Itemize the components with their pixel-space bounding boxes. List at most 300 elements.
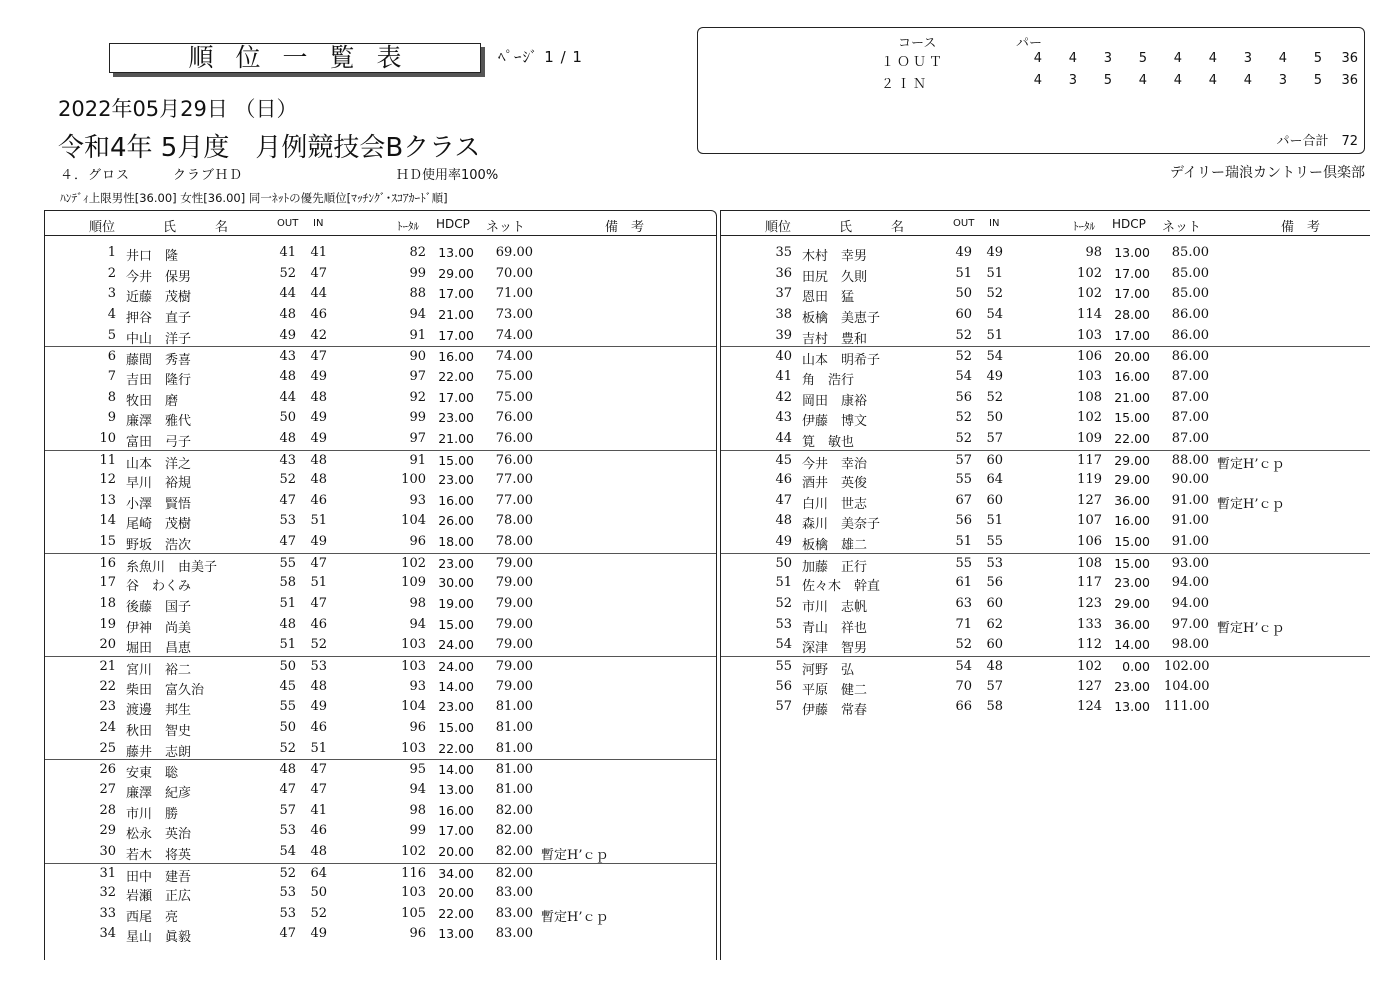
- name-cell: 山本 明希子: [802, 353, 881, 369]
- total-cell: 82: [409, 245, 426, 260]
- total-cell: 99: [409, 265, 426, 281]
- name-cell: 牧田 磨: [126, 393, 179, 409]
- rank-cell: 2: [107, 265, 116, 281]
- rank-cell: 50: [775, 555, 792, 571]
- total-cell: 92: [409, 389, 426, 405]
- table-row: [721, 243, 1370, 264]
- table-row: [45, 284, 716, 305]
- in-cell: 55: [986, 534, 1003, 550]
- name-cell: 田尻 久則: [802, 269, 868, 285]
- rank-cell: 17: [99, 575, 116, 591]
- out-cell: 55: [279, 699, 296, 715]
- hdcp-cell: 17.00: [438, 823, 474, 839]
- out-cell: 55: [955, 472, 972, 488]
- in-cell: 46: [310, 492, 327, 508]
- col-hdcp-header: HDCP: [436, 217, 470, 231]
- net-cell: 87.00: [1171, 430, 1209, 446]
- out-cell: 53: [279, 823, 296, 839]
- total-cell: 123: [1077, 596, 1102, 612]
- net-cell: 91.00: [1171, 513, 1209, 529]
- hdcp-cell: 22.00: [438, 905, 474, 921]
- hdcp-cell: 36.00: [1114, 616, 1150, 632]
- rank-cell: 9: [107, 410, 116, 426]
- net-cell: 79.00: [495, 555, 533, 571]
- name-cell: 若木 将英: [126, 847, 192, 863]
- hole-par: 4: [1033, 73, 1042, 88]
- rank-cell: 44: [775, 430, 792, 446]
- hole-par: 5: [1138, 51, 1147, 66]
- net-cell: 81.00: [495, 699, 533, 715]
- out-cell: 49: [955, 245, 972, 260]
- name-cell: 伊神 尚美: [126, 620, 192, 636]
- course-name: １ＯＵＴ: [881, 55, 946, 70]
- in-cell: 54: [986, 306, 1003, 322]
- table-header: [721, 211, 1370, 236]
- out-cell: 44: [279, 389, 296, 405]
- net-cell: 76.00: [495, 430, 533, 446]
- rank-cell: 15: [99, 534, 116, 550]
- in-cell: 47: [310, 762, 327, 778]
- in-cell: 54: [986, 349, 1003, 365]
- course-name: ２ＩＮ: [881, 77, 930, 92]
- out-cell: 45: [279, 678, 296, 694]
- out-cell: 50: [955, 286, 972, 302]
- in-cell: 51: [986, 265, 1003, 281]
- hdcp-cell: 23.00: [438, 472, 474, 488]
- in-cell: 49: [310, 430, 327, 446]
- par-row: [698, 73, 1364, 91]
- out-cell: 55: [955, 555, 972, 571]
- handicap-type: クラブＨＤ: [173, 168, 244, 183]
- in-cell: 48: [310, 472, 327, 488]
- hdcp-cell: 15.00: [438, 616, 474, 632]
- par-total: パー合計 72: [1276, 134, 1358, 149]
- out-cell: 43: [279, 452, 296, 468]
- out-cell: 57: [279, 802, 296, 818]
- name-cell: 吉村 豊和: [802, 331, 868, 347]
- table-row: [721, 697, 1370, 718]
- in-cell: 51: [310, 513, 327, 529]
- table-header: [45, 211, 716, 236]
- table-row: [45, 408, 716, 429]
- hole-par: 4: [1068, 51, 1077, 66]
- in-cell: 48: [310, 678, 327, 694]
- in-cell: 44: [310, 286, 327, 302]
- remarks-cell: 暫定H’ｃｐ: [541, 909, 609, 925]
- col-net-header: ネット: [1162, 220, 1202, 235]
- total-cell: 103: [1077, 368, 1102, 384]
- in-cell: 47: [310, 265, 327, 281]
- in-cell: 49: [986, 245, 1003, 260]
- name-cell: 廉澤 紀彦: [126, 785, 192, 801]
- table-row: [721, 677, 1370, 698]
- hole-par: 5: [1313, 51, 1322, 66]
- net-cell: 70.00: [495, 265, 533, 281]
- total-cell: 105: [401, 905, 426, 921]
- name-cell: 河野 弘: [802, 663, 855, 678]
- net-cell: 98.00: [1171, 637, 1209, 653]
- in-cell: 49: [310, 926, 327, 942]
- net-cell: 82.00: [495, 823, 533, 839]
- table-row: [45, 573, 716, 594]
- table-row: [721, 615, 1370, 636]
- total-cell: 93: [409, 492, 426, 508]
- col-total-header: ﾄｰﾀﾙ: [1073, 220, 1095, 233]
- net-cell: 69.00: [495, 245, 533, 260]
- out-cell: 70: [955, 678, 972, 694]
- out-cell: 41: [279, 245, 296, 260]
- hdcp-cell: 19.00: [438, 596, 474, 612]
- net-cell: 81.00: [495, 781, 533, 797]
- event-name: 令和4年 5月度 月例競技会Bクラス: [58, 133, 481, 163]
- out-cell: 50: [279, 659, 296, 674]
- net-cell: 83.00: [495, 885, 533, 901]
- total-cell: 102: [1077, 286, 1102, 302]
- hole-par: 4: [1278, 51, 1287, 66]
- table-row: [721, 573, 1370, 594]
- name-cell: 尾崎 茂樹: [126, 517, 192, 533]
- net-cell: 94.00: [1171, 596, 1209, 612]
- total-cell: 96: [409, 719, 426, 735]
- net-cell: 76.00: [495, 452, 533, 468]
- table-row: [45, 429, 716, 450]
- in-cell: 52: [986, 389, 1003, 405]
- net-cell: 78.00: [495, 534, 533, 550]
- total-cell: 88: [409, 286, 426, 302]
- table-row: [45, 326, 716, 347]
- rank-cell: 36: [775, 265, 792, 281]
- hdcp-cell: 21.00: [1114, 389, 1150, 405]
- name-cell: 秋田 智史: [126, 723, 192, 739]
- net-cell: 79.00: [495, 575, 533, 591]
- out-cell: 52: [955, 349, 972, 365]
- hole-par: 4: [1173, 51, 1182, 66]
- results-table-left: [44, 210, 717, 960]
- total-cell: 109: [1077, 430, 1102, 446]
- total-cell: 102: [401, 555, 426, 571]
- par-table: [697, 27, 1365, 154]
- name-cell: 西尾 亮: [126, 909, 179, 925]
- rank-cell: 24: [99, 719, 116, 735]
- par-table-course-header: コース: [898, 36, 937, 51]
- net-cell: 93.00: [1171, 555, 1209, 571]
- total-cell: 116: [401, 865, 426, 881]
- in-cell: 48: [310, 843, 327, 859]
- net-cell: 88.00: [1171, 452, 1209, 468]
- net-cell: 79.00: [495, 678, 533, 694]
- name-cell: 富田 弓子: [126, 434, 192, 450]
- out-cell: 71: [955, 616, 972, 632]
- table-row: [45, 635, 716, 656]
- net-cell: 90.00: [1171, 472, 1209, 488]
- total-cell: 109: [401, 575, 426, 591]
- total-cell: 99: [409, 823, 426, 839]
- name-cell: 今井 幸治: [802, 456, 868, 472]
- table-row: [721, 326, 1370, 347]
- table-row: [721, 284, 1370, 305]
- rank-cell: 52: [775, 596, 792, 612]
- name-cell: 市川 勝: [126, 806, 179, 822]
- name-cell: 堀田 昌恵: [126, 641, 192, 657]
- name-cell: 近藤 茂樹: [126, 290, 192, 306]
- name-cell: 伊藤 博文: [802, 414, 868, 430]
- in-cell: 47: [310, 596, 327, 612]
- hdcp-cell: 20.00: [438, 843, 474, 859]
- net-cell: 111.00: [1164, 699, 1210, 715]
- col-rank-header: 順位: [765, 220, 792, 235]
- total-cell: 106: [1077, 349, 1102, 365]
- table-row: [45, 532, 716, 553]
- name-cell: 井口 隆: [126, 249, 179, 264]
- hdcp-cell: 13.00: [438, 926, 474, 942]
- out-cell: 47: [279, 926, 296, 942]
- remarks-cell: 暫定H’ｃｐ: [1217, 620, 1285, 636]
- rank-cell: 53: [775, 616, 792, 632]
- rank-cell: 55: [775, 659, 792, 674]
- col-total-header: ﾄｰﾀﾙ: [397, 220, 419, 233]
- name-cell: 木村 幸男: [802, 249, 868, 264]
- hole-par: 3: [1068, 73, 1077, 88]
- hdcp-cell: 13.00: [438, 781, 474, 797]
- table-row: [721, 635, 1370, 656]
- name-cell: 市川 志帆: [802, 600, 868, 616]
- rank-cell: 35: [775, 245, 792, 260]
- hdcp-cell: 36.00: [1114, 492, 1150, 508]
- hdcp-cell: 15.00: [1114, 534, 1150, 550]
- hole-par: 3: [1103, 51, 1112, 66]
- hdcp-cell: 23.00: [438, 410, 474, 426]
- rank-cell: 38: [775, 306, 792, 322]
- total-cell: 103: [401, 659, 426, 674]
- net-cell: 77.00: [495, 472, 533, 488]
- in-cell: 46: [310, 823, 327, 839]
- table-row: [45, 491, 716, 512]
- rank-cell: 46: [775, 472, 792, 488]
- table-row: [45, 842, 716, 863]
- table-row: [721, 491, 1370, 512]
- name-cell: 山本 洋之: [126, 456, 192, 472]
- total-cell: 103: [401, 637, 426, 653]
- table-row: [721, 346, 1370, 368]
- rank-cell: 49: [775, 534, 792, 550]
- table-row: [721, 594, 1370, 615]
- name-cell: 糸魚川 由美子: [126, 559, 218, 575]
- hdcp-cell: 16.00: [1114, 368, 1150, 384]
- name-cell: 中山 洋子: [126, 331, 192, 347]
- table-row: [45, 780, 716, 801]
- net-cell: 81.00: [495, 762, 533, 778]
- col-net-header: ネット: [486, 220, 526, 235]
- hdcp-cell: 24.00: [438, 637, 474, 653]
- net-cell: 86.00: [1171, 349, 1209, 365]
- rank-cell: 48: [775, 513, 792, 529]
- table-row: [45, 759, 716, 781]
- net-cell: 86.00: [1171, 306, 1209, 322]
- table-row: [45, 718, 716, 739]
- out-cell: 50: [279, 719, 296, 735]
- net-cell: 104.00: [1164, 678, 1210, 694]
- out-cell: 53: [279, 513, 296, 529]
- in-cell: 52: [986, 286, 1003, 302]
- total-cell: 99: [409, 410, 426, 426]
- out-cell: 51: [279, 637, 296, 653]
- total-cell: 98: [409, 802, 426, 818]
- in-cell: 48: [310, 389, 327, 405]
- table-row: [45, 553, 716, 575]
- name-cell: 宮川 裕二: [126, 663, 192, 678]
- name-cell: 岡田 康裕: [802, 393, 868, 409]
- in-cell: 53: [986, 555, 1003, 571]
- in-cell: 57: [986, 678, 1003, 694]
- rank-cell: 47: [775, 492, 792, 508]
- in-cell: 64: [986, 472, 1003, 488]
- rank-cell: 26: [99, 762, 116, 778]
- hdcp-cell: 30.00: [438, 575, 474, 591]
- net-cell: 87.00: [1171, 410, 1209, 426]
- club-name: デイリー瑞浪カントリー倶楽部: [1169, 165, 1365, 181]
- hdcp-cell: 22.00: [438, 368, 474, 384]
- hdcp-cell: 17.00: [438, 327, 474, 343]
- in-cell: 48: [310, 452, 327, 468]
- in-cell: 46: [310, 306, 327, 322]
- rank-cell: 51: [775, 575, 792, 591]
- out-cell: 48: [279, 616, 296, 632]
- hole-par: 4: [1208, 51, 1217, 66]
- in-cell: 62: [986, 616, 1003, 632]
- table-row: [721, 656, 1370, 678]
- total-cell: 106: [1077, 534, 1102, 550]
- total-cell: 97: [409, 430, 426, 446]
- net-cell: 82.00: [495, 865, 533, 881]
- net-cell: 83.00: [495, 926, 533, 942]
- rank-cell: 14: [99, 513, 116, 529]
- hdcp-cell: 15.00: [1114, 555, 1150, 571]
- rank-cell: 45: [775, 452, 792, 468]
- out-cell: 52: [955, 327, 972, 343]
- table-row: [721, 450, 1370, 472]
- hdcp-cell: 15.00: [438, 452, 474, 468]
- name-cell: 加藤 正行: [802, 559, 868, 575]
- table-row: [45, 863, 716, 885]
- total-cell: 117: [1077, 452, 1102, 468]
- page-number: ﾍﾟｰｼﾞ 1 / 1: [498, 48, 583, 66]
- name-cell: 伊藤 常春: [802, 703, 868, 719]
- in-cell: 60: [986, 492, 1003, 508]
- name-cell: 筧 敏也: [802, 434, 855, 450]
- out-cell: 57: [955, 452, 972, 468]
- table-row: [45, 305, 716, 326]
- hdcp-cell: 29.00: [438, 265, 474, 281]
- in-cell: 47: [310, 555, 327, 571]
- total-cell: 102: [1077, 265, 1102, 281]
- name-cell: 藤井 志朗: [126, 744, 192, 760]
- rank-cell: 20: [99, 637, 116, 653]
- out-cell: 55: [279, 555, 296, 571]
- total-cell: 104: [401, 513, 426, 529]
- rank-cell: 43: [775, 410, 792, 426]
- title-box: [109, 43, 481, 73]
- total-cell: 102: [1077, 659, 1102, 674]
- out-cell: 52: [955, 430, 972, 446]
- par-table-par-header: パー: [1016, 36, 1043, 51]
- net-cell: 94.00: [1171, 575, 1209, 591]
- in-cell: 42: [310, 327, 327, 343]
- col-remarks-header: 備 考: [1281, 220, 1321, 235]
- hdcp-cell: 16.00: [1114, 513, 1150, 529]
- total-cell: 96: [409, 926, 426, 942]
- net-cell: 74.00: [495, 327, 533, 343]
- hdcp-cell: 29.00: [1114, 452, 1150, 468]
- in-cell: 49: [310, 410, 327, 426]
- out-cell: 52: [955, 637, 972, 653]
- net-cell: 82.00: [495, 802, 533, 818]
- rank-cell: 41: [775, 368, 792, 384]
- name-cell: 板檎 雄二: [802, 538, 868, 554]
- total-cell: 91: [409, 452, 426, 468]
- col-hdcp-header: HDCP: [1112, 217, 1146, 231]
- rank-cell: 40: [775, 349, 792, 365]
- rank-cell: 25: [99, 740, 116, 756]
- out-cell: 53: [279, 905, 296, 921]
- net-cell: 81.00: [495, 740, 533, 756]
- in-cell: 49: [986, 368, 1003, 384]
- table-row: [45, 511, 716, 532]
- net-cell: 79.00: [495, 616, 533, 632]
- table-row: [721, 408, 1370, 429]
- name-cell: 平原 健二: [802, 682, 868, 698]
- name-cell: 松永 英治: [126, 827, 192, 843]
- rank-cell: 19: [99, 616, 116, 632]
- name-cell: 森川 美奈子: [802, 517, 881, 533]
- table-row: [721, 264, 1370, 285]
- out-cell: 47: [279, 534, 296, 550]
- hdcp-cell: 17.00: [438, 389, 474, 405]
- hdcp-cell: 28.00: [1114, 306, 1150, 322]
- par-row: [698, 51, 1364, 69]
- rank-cell: 7: [107, 368, 116, 384]
- table-row: [45, 801, 716, 822]
- hdcp-cell: 17.00: [1114, 327, 1150, 343]
- out-cell: 49: [279, 327, 296, 343]
- net-cell: 79.00: [495, 659, 533, 674]
- table-row: [721, 429, 1370, 450]
- total-cell: 103: [401, 740, 426, 756]
- out-cell: 58: [279, 575, 296, 591]
- rank-cell: 56: [775, 678, 792, 694]
- in-cell: 51: [986, 327, 1003, 343]
- name-cell: 谷 わくみ: [126, 579, 192, 595]
- out-cell: 56: [955, 513, 972, 529]
- in-cell: 51: [310, 740, 327, 756]
- rank-cell: 34: [99, 926, 116, 942]
- total-cell: 100: [401, 472, 426, 488]
- name-cell: 押谷 直子: [126, 310, 192, 326]
- name-cell: 安東 聡: [126, 766, 179, 782]
- in-cell: 58: [986, 699, 1003, 715]
- out-cell: 47: [279, 492, 296, 508]
- net-cell: 91.00: [1171, 534, 1209, 550]
- out-cell: 52: [955, 410, 972, 426]
- net-cell: 82.00: [495, 843, 533, 859]
- hdcp-cell: 26.00: [438, 513, 474, 529]
- out-cell: 44: [279, 286, 296, 302]
- hdcp-cell: 0.00: [1122, 659, 1150, 674]
- remarks-cell: 暫定H’ｃｐ: [1217, 496, 1285, 512]
- rank-cell: 10: [99, 430, 116, 446]
- hdcp-cell: 23.00: [438, 555, 474, 571]
- rank-cell: 54: [775, 637, 792, 653]
- hdcp-cell: 13.00: [438, 245, 474, 260]
